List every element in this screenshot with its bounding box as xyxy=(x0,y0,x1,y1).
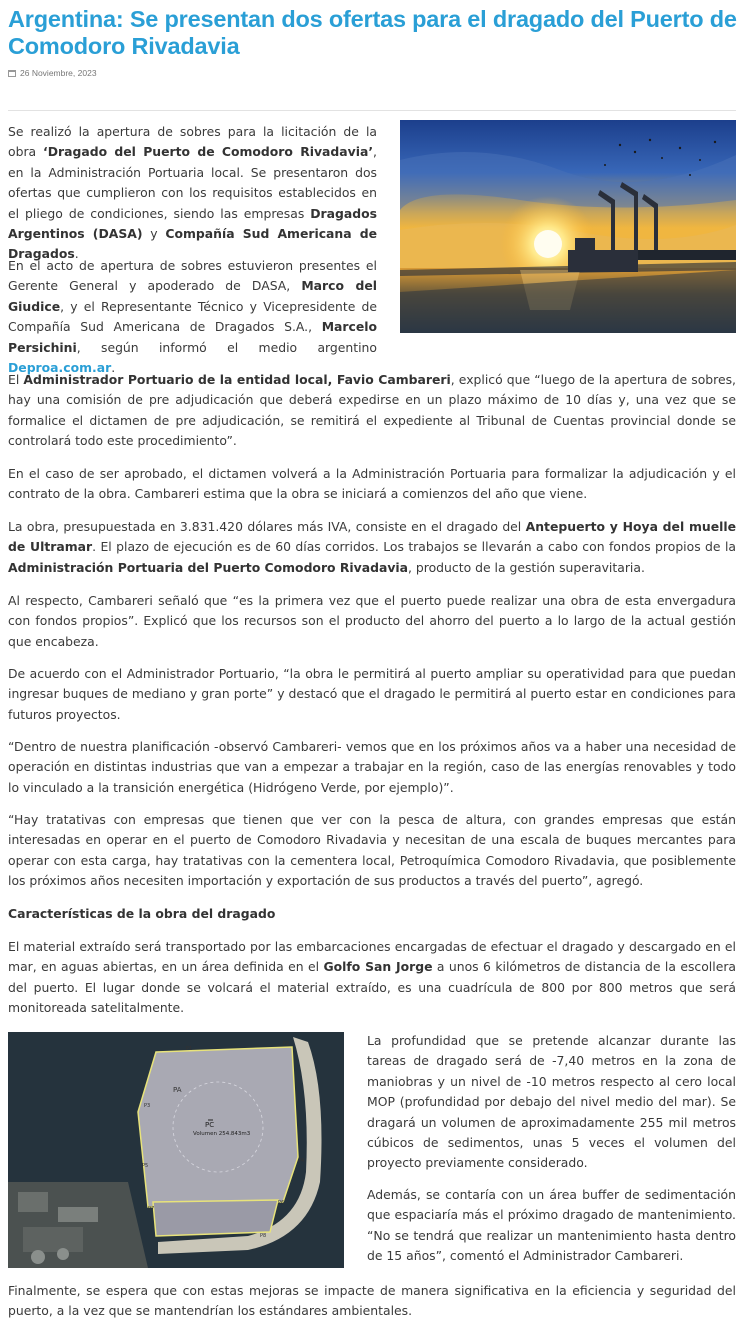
paragraph-3: El Administrador Portuario de la entidad local, Favio Cambareri, explicó que “luego de la apertura de sobres, hay una comisión de pre adjudicación que deberá expedirse en un plazo máximo de 10 días y, una vez que se formalice el dictamen de pre adjudicación, se remitirá el expediente al Tribunal de Cuentas provincial donde se controlará todo este procedimiento”. xyxy=(8,372,736,449)
paragraph-13: Finalmente, se espera que con estas mejoras se impacte de manera significativa en la eficiencia y seguridad del puerto, a la vez que se mantendrían los estándares ambientales. xyxy=(8,1283,736,1319)
paragraph-7: De acuerdo con el Administrador Portuario, “la obra le permitirá al puerto ampliar su operatividad para que puedan ingresar buques de mediano y gran porte” y destacó que el dragado le permitirá al puerto estar en condiciones para futuros proyectos. xyxy=(8,666,736,722)
calendar-icon xyxy=(8,70,16,77)
dredging-area-aerial-map xyxy=(8,1032,344,1268)
map-label-volume: Volumen 254.843m3 xyxy=(193,1131,251,1137)
article-meta xyxy=(8,68,97,78)
map-point-label: P8 xyxy=(260,1233,267,1239)
paragraph-1: Se realizó la apertura de sobres para la licitación de la obra ‘Dragado del Puerto de Comodoro Rivadavia’, en la Administración Portuaria local. Se presentaron dos ofertas que cumplieron con los requisitos establecidos en el pliego de condiciones, siendo las empresas Dragados Argentinos (DASA) y Compañía Sud Americana de Dragados. xyxy=(8,124,378,262)
paragraph-5: La obra, presupuestada en 3.831.420 dólares más IVA, consiste en el dragado del Antepuerto y Hoya del muelle de Ultramar. El plazo de ejecución es de 60 días corridos. Los trabajos se llevarán a cabo con fondos propios de la Administración Portuaria del Puerto Comodoro Rivadavia, producto de la gestión superavitaria. xyxy=(8,519,736,575)
map-point-label: P5 xyxy=(142,1163,149,1169)
paragraph-8: “Dentro de nuestra planificación -observó Cambareri- vemos que en los próximos años va a haber una necesidad de operación en distintas industrias que van a empezar a trabajar en la región, caso de las energías renovables y todo lo vinculado a la transición energética (Hidrógeno Verde, por ejemplo)”. xyxy=(8,739,736,795)
article-title: Argentina: Se presentan dos ofertas para el dragado del Puerto de Comodoro Rivadavia xyxy=(8,6,737,59)
map-point-label: P6 xyxy=(278,1200,285,1206)
map-point-label: P3 xyxy=(144,1103,151,1109)
map-point-label: P4 xyxy=(298,1158,305,1164)
divider xyxy=(8,110,736,111)
article-date: 26 Noviembre, 2023 xyxy=(20,68,97,78)
paragraph-11: La profundidad que se pretende alcanzar durante las tareas de dragado será de -7,40 metros en la zona de maniobras y un nivel de -10 metros respecto al cero local MOP (profundidad por debajo del nivel medio del mar). Se dragará un volumen de aproximadamente 255 mil metros cúbicos de sedimentos, unas 5 veces el volumen del proyecto previamente considerado. xyxy=(367,1033,736,1171)
map-label-pc: PC xyxy=(205,1121,215,1129)
map-label-pa: PA xyxy=(173,1086,182,1094)
map-point-label: P1 xyxy=(186,1046,193,1052)
paragraph-6: Al respecto, Cambareri señaló que “es la primera vez que el puerto puede realizar una obra de esta envergadura con fondos propios”. Explicó que los recursos son el producto del ahorro del puerto a lo largo de la actual gestión que encabeza. xyxy=(8,593,736,649)
section-heading: Características de la obra del dragado xyxy=(8,906,276,921)
paragraph-4: En el caso de ser aprobado, el dictamen volverá a la Administración Portuaria para formalizar la adjudicación y el contrato de la obra. Cambareri estima que la obra se iniciará a comienzos del año que viene. xyxy=(8,466,736,502)
paragraph-2: En el acto de apertura de sobres estuvieron presentes el Gerente General y apoderado de DASA, Marco del Giudice, y el Representante Técnico y Vicepresidente de Compañía Sud Americana de Dragados S.A., Marcelo Persichini, según informó el medio argentino Deproa.com.ar. xyxy=(8,258,377,376)
map-point-label: P2 xyxy=(283,1041,290,1047)
paragraph-9: “Hay tratativas con empresas que tienen que ver con la pesca de altura, con grandes empresas que están interesadas en operar en el puerto de Comodoro Rivadavia y necesitan de una escala de buques mercantes para operar con esta carga, hay tratativas con la cementera local, Petroquímica Comodoro Rivadavia, que posiblemente los próximos años necesiten importación y exportación de sus productos a través del puerto”, agregó. xyxy=(8,812,736,889)
paragraph-12: Además, se contaría con un área buffer de sedimentación que espaciaría más el próximo dragado de mantenimiento. “No se tendrá que realizar un mantenimiento hasta dentro de 15 años”, comentó el Administrador Cambareri. xyxy=(367,1187,736,1264)
port-sunset-photo xyxy=(400,120,736,333)
paragraph-10: El material extraído será transportado por las embarcaciones encargadas de efectuar el dragado y descargado en el mar, en aguas abiertas, en un área definida en el Golfo San Jorge a unos 6 kilómetros de distancia de la escollera del puerto. El lugar donde se volcará el material extraído, es una cuadrícula de 800 por 800 metros que será monitoreada satelitalmente. xyxy=(8,939,737,1016)
map-point-label: P7 xyxy=(148,1206,155,1212)
deproa-link[interactable]: Deproa.com.ar xyxy=(8,360,112,376)
